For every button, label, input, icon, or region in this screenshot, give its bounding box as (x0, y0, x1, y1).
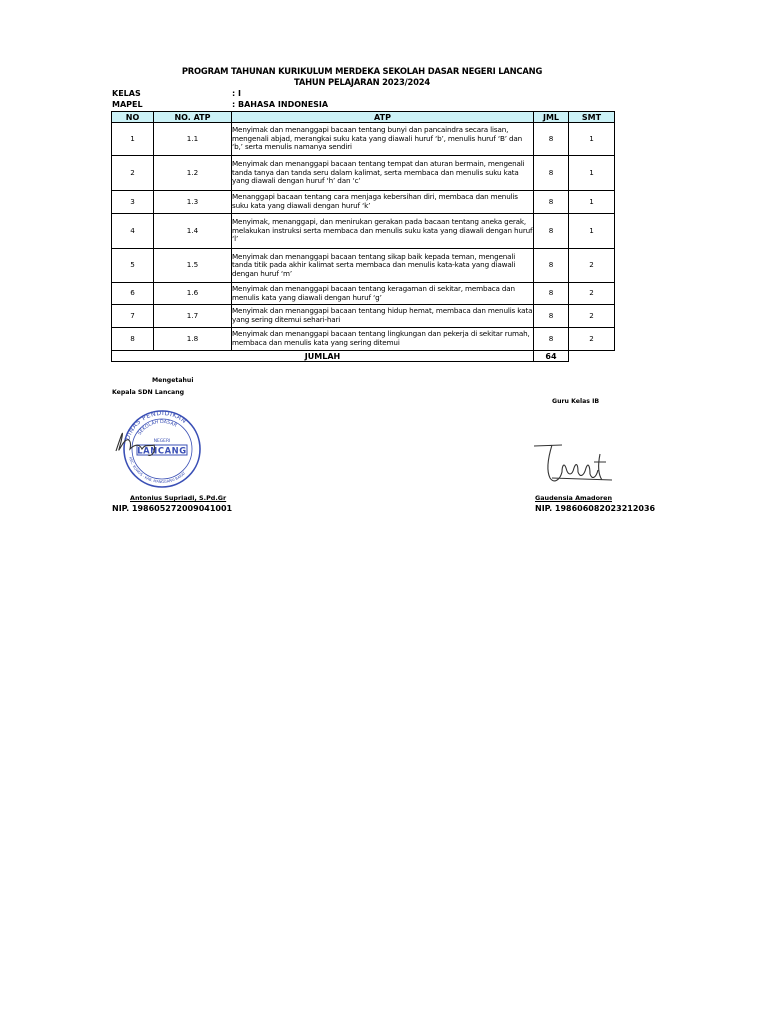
cell-atp: Menyimak dan menanggapi bacaan tentang sikap baik kepada teman, mengenali tanda titik pada akhir kalimat serta membaca dan menulis kata-kata yang diawali dengan huruf ‘m’ (232, 249, 534, 283)
cell-atp-no: 1.1 (154, 123, 232, 156)
table-row (112, 305, 615, 328)
total-blank-cell (569, 351, 615, 362)
cell-jml: 8 (534, 283, 569, 305)
cell-atp: Menyimak dan menanggapi bacaan tentang tempat dan aturan bermain, mengenali tanda tanya dan tanda seru dalam kalimat, serta membaca dan menulis suku kata yang diawali dengan huruf ‘h’ dan ‘c’ (232, 156, 534, 191)
table-row (112, 123, 615, 156)
cell-jml: 8 (534, 305, 569, 328)
kepala-name: Antonius Supriadi, S.Pd.Gr (130, 494, 227, 502)
column-header-atp: ATP (232, 112, 534, 123)
guru-title: Guru Kelas IB (552, 398, 600, 405)
table-row (112, 214, 615, 249)
cell-jml: 8 (534, 249, 569, 283)
stamp-negeri-text: NEGERI (153, 439, 171, 444)
cell-no: 3 (112, 191, 154, 214)
table-row (112, 283, 615, 305)
cell-smt: 1 (569, 123, 615, 156)
cell-smt: 2 (569, 328, 615, 351)
svg-text:KEC. KUWUS · KAB. MANGGARAI BA (128, 457, 187, 484)
cell-smt: 2 (569, 305, 615, 328)
cell-smt: 1 (569, 214, 615, 249)
cell-no: 6 (112, 283, 154, 305)
table-row (112, 249, 615, 283)
kepala-title: Kepala SDN Lancang (112, 389, 185, 396)
cell-atp-no: 1.3 (154, 191, 232, 214)
kelas-label: KELAS (112, 89, 141, 98)
total-value: 64 (534, 351, 569, 362)
mapel-value: : BAHASA INDONESIA (232, 100, 329, 109)
stamp-top-text: DINAS PENDIDIKAN (123, 409, 189, 442)
table-row (112, 156, 615, 191)
atp-table (111, 111, 615, 362)
table-row (112, 191, 615, 214)
column-header-atp-no: NO. ATP (154, 112, 232, 123)
guru-name: Gaudensia Amadoren (535, 494, 613, 502)
cell-atp: Menyimak dan menanggapi bacaan tentang keragaman di sekitar, membaca dan menulis kata yang diawali dengan huruf ‘g’ (232, 283, 534, 305)
stamp-school-text: LANCANG (137, 445, 187, 456)
cell-atp-no: 1.7 (154, 305, 232, 328)
cell-jml: 8 (534, 191, 569, 214)
cell-atp-no: 1.5 (154, 249, 232, 283)
cell-jml: 8 (534, 123, 569, 156)
cell-no: 4 (112, 214, 154, 249)
kelas-value: : I (232, 89, 241, 98)
cell-jml: 8 (534, 214, 569, 249)
cell-smt: 1 (569, 156, 615, 191)
guru-nip: NIP. 198606082023212036 (535, 504, 656, 513)
cell-atp: Menyimak dan menanggapi bacaan tentang hidup hemat, membaca dan menulis kata yang sering ditemui sehari-hari (232, 305, 534, 328)
total-row (112, 351, 615, 362)
cell-no: 7 (112, 305, 154, 328)
stamp-inner-text: SEKOLAH DASAR (137, 419, 178, 437)
cell-smt: 2 (569, 249, 615, 283)
cell-no: 5 (112, 249, 154, 283)
cell-no: 2 (112, 156, 154, 191)
cell-atp-no: 1.4 (154, 214, 232, 249)
cell-atp-no: 1.6 (154, 283, 232, 305)
cell-smt: 2 (569, 283, 615, 305)
cell-no: 8 (112, 328, 154, 351)
cell-smt: 1 (569, 191, 615, 214)
column-header-jml: JML (534, 112, 569, 123)
stamp-bottom-text: KEC. KUWUS · KAB. MANGGARAI BARAT (128, 456, 187, 485)
kepala-nip: NIP. 198605272009041001 (112, 504, 233, 513)
table-row (112, 328, 615, 351)
cell-atp: Menyimak dan menanggapi bacaan tentang bunyi dan pancaindra secara lisan, mengenali abjad, merangkai suku kata yang diawali huruf ‘b’, menulis huruf ‘B’ dan ‘b,’ serta menulis namanya sendiri (232, 123, 534, 156)
cell-no: 1 (112, 123, 154, 156)
column-header-smt: SMT (569, 112, 615, 123)
column-header-no: NO (112, 112, 154, 123)
table-header-row (112, 112, 615, 123)
mengetahui-label: Mengetahui (152, 377, 194, 384)
document-title: PROGRAM TAHUNAN KURIKULUM MERDEKA SEKOLAH DASAR NEGERI LANCANG (181, 66, 543, 76)
document-subtitle: TAHUN PELAJARAN 2023/2024 (293, 77, 431, 87)
guru-signature (532, 440, 616, 486)
total-label: JUMLAH (112, 351, 534, 362)
cell-atp: Menyimak dan menanggapi bacaan tentang lingkungan dan pekerja di sekitar rumah, membaca dan menulis kata yang sering ditemui (232, 328, 534, 351)
school-stamp (110, 409, 214, 489)
cell-jml: 8 (534, 156, 569, 191)
mapel-label: MAPEL (112, 100, 143, 109)
cell-jml: 8 (534, 328, 569, 351)
cell-atp-no: 1.2 (154, 156, 232, 191)
cell-atp-no: 1.8 (154, 328, 232, 351)
cell-atp: Menanggapi bacaan tentang cara menjaga kebersihan diri, membaca dan menulis suku kata yang diawali dengan huruf ‘k’ (232, 191, 534, 214)
cell-atp: Menyimak, menanggapi, dan menirukan gerakan pada bacaan tentang aneka gerak, melakukan instruksi serta membaca dan menulis suku kata yang diawali dengan huruf ‘l’ (232, 214, 534, 249)
